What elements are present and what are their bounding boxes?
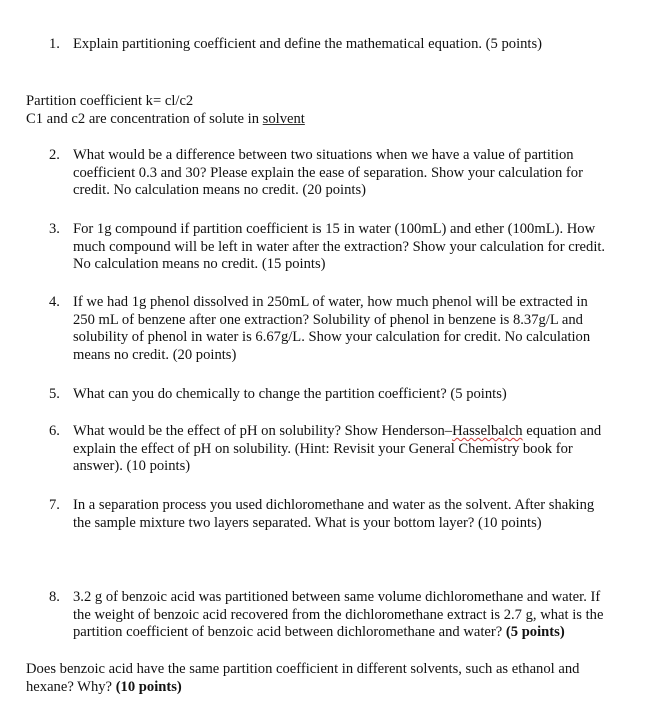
question-text-part: What would be the effect of pH on solubility? Show Henderson– [73, 423, 453, 439]
question-text: What would be a difference between two situations when we have a value of partition coefficient 0.3 and 30? Please explain the ease of separation. Show your calculation for credit. No calculation means no credit. (20 points) [73, 147, 583, 199]
question-number: 5. [49, 386, 60, 402]
answer-line-1: Partition coefficient k= cl/c2 [26, 93, 194, 109]
question-number: 1. [49, 36, 60, 52]
answer-line-2 [26, 111, 626, 129]
question-number: 3. [49, 221, 60, 237]
spellcheck-word: Hasselbalch [452, 423, 523, 439]
question-number: 4. [49, 294, 60, 310]
question-3 [49, 221, 609, 274]
question-text [73, 589, 609, 642]
points-label: (5 points) [505, 624, 565, 641]
question-1 [49, 36, 609, 54]
question-text-part: 3.2 g of benzoic acid was partitioned between same volume dichloromethane and water. If the weight of benzoic acid recovered from the dichloromethane extract is 2.7 g, what is the partition coefficient of benzoic acid between dichloromethane and water? [73, 589, 604, 641]
points-label: (10 points) [115, 678, 182, 695]
answer-line-2-text: C1 and c2 are concentration of solute in [26, 111, 263, 127]
question-text: For 1g compound if partition coefficient is 15 in water (100mL) and ether (100mL). How much compound will be left in water after the extraction? Show your calculation for credit. No calculation means no credit. (15 points) [73, 221, 606, 273]
question-number: 2. [49, 147, 60, 163]
question-4 [49, 294, 609, 364]
question-text-part: equation and explain the effect of pH on solubility. (Hint: Revisit your General Chemistry book for answer). (10 points) [73, 423, 602, 475]
question-2 [49, 147, 609, 200]
question-6 [49, 423, 609, 476]
final-question [26, 661, 586, 696]
question-number: 7. [49, 497, 60, 513]
question-text: What can you do chemically to change the partition coefficient? (5 points) [73, 386, 507, 402]
question-number: 6. [49, 423, 60, 439]
question-text: If we had 1g phenol dissolved in 250mL of water, how much phenol will be extracted in 250 mL of benzene after one extraction? Solubility of phenol in benzene is 8.37g/L and solubility of phenol in water is 6.67g/L. Show your calculation for credit. No calculation means no credit. (20 points) [73, 294, 591, 363]
question-text [73, 423, 609, 476]
question-text: Explain partitioning coefficient and define the mathematical equation. (5 points) [73, 36, 543, 52]
question-7 [49, 497, 609, 532]
question-text: In a separation process you used dichloromethane and water as the solvent. After shaking the sample mixture two layers separated. What is your bottom layer? (10 points) [73, 497, 595, 531]
question-8 [49, 589, 609, 642]
question-number: 8. [49, 589, 60, 605]
question-5 [49, 386, 609, 404]
underlined-word: solvent [262, 111, 305, 127]
final-question-text: Does benzoic acid have the same partition coefficient in different solvents, such as ethanol and hexane? Why? [26, 661, 580, 695]
